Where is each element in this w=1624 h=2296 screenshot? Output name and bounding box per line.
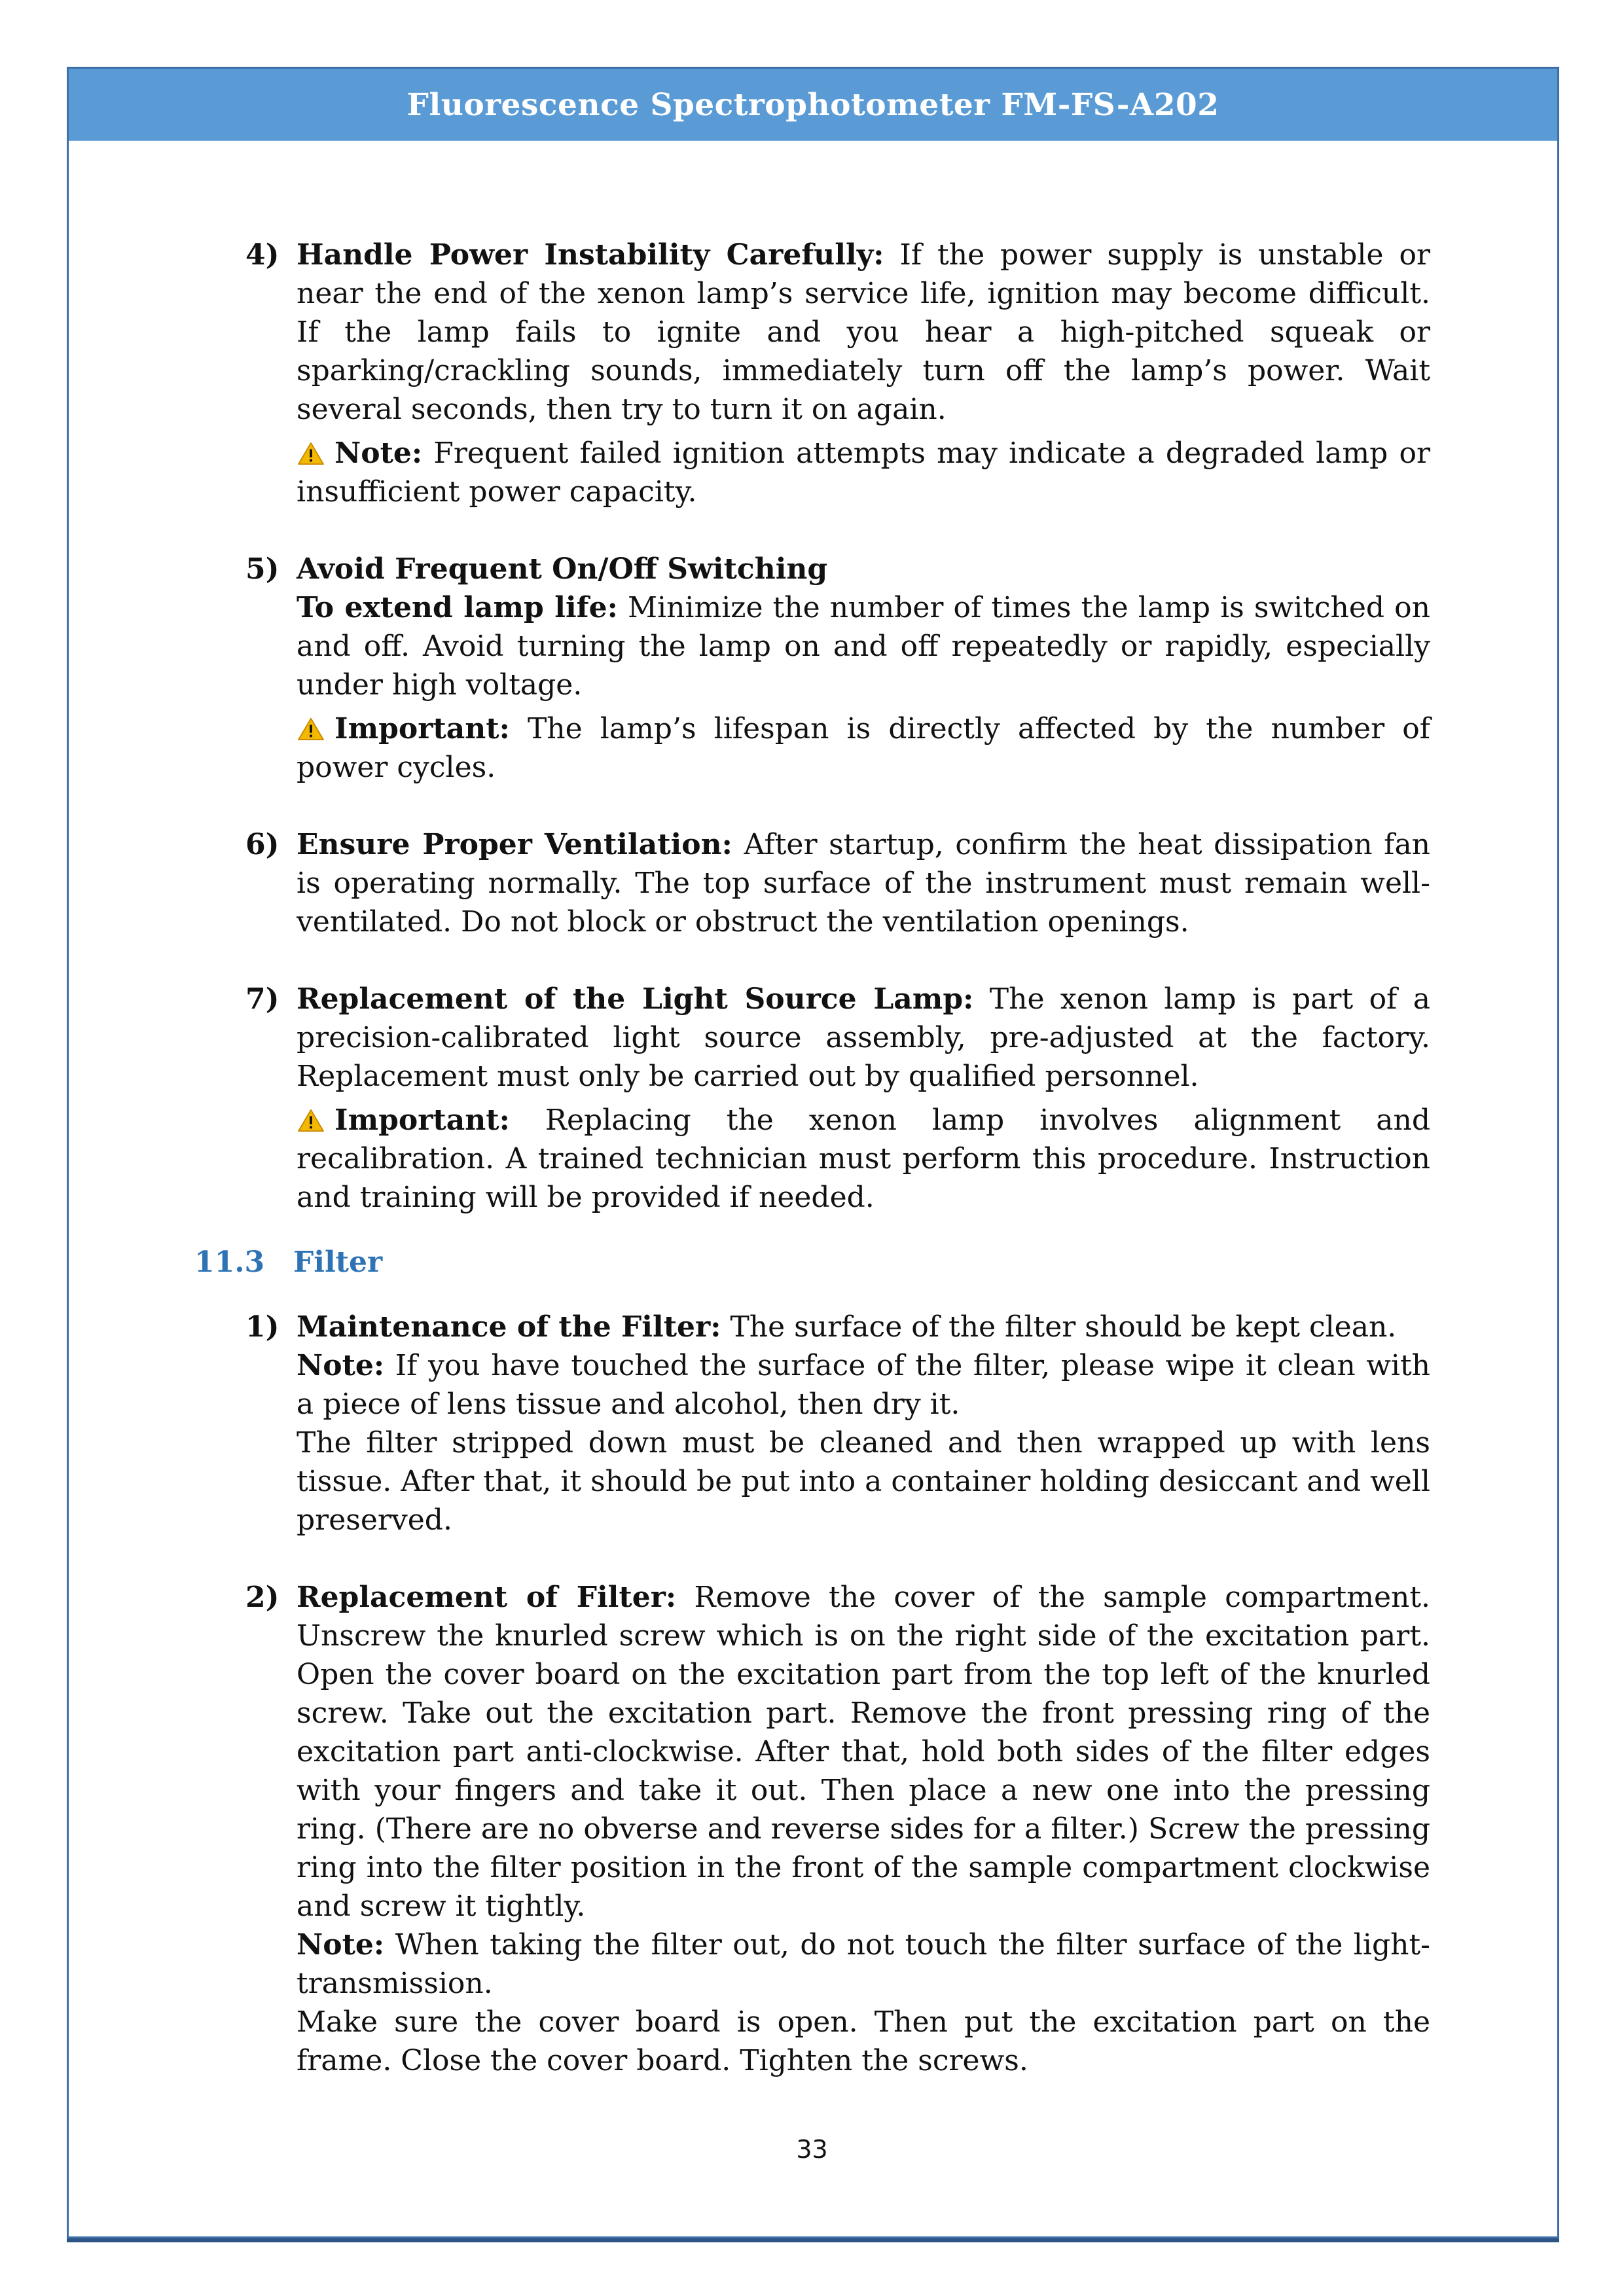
item-text: Remove the cover of the sample compartment. Unscrew the knurled screw which is on the right side of the excitation part. Open the cover board on the excitation part from the top left of the knurled screw. Take out the excitation part. Remove the front pressing ring of the excitation part anti-clockwise. After that, hold both sides of the filter edges with your fingers and take it out. Then place a new one into the pressing ring. (There are no obverse and reverse sides for a filter.) Screw the pressing ring into the filter position in the front of the sample compartment clockwise and screw it tightly. — [297, 1581, 1431, 1923]
item-note — [297, 709, 1430, 787]
section-title: Filter — [293, 1246, 383, 1279]
item-paragraph — [297, 588, 1430, 704]
item-text: After startup, confirm the heat dissipation fan is operating normally. The top surface of the instrument must remain well-ventilated. Do not block or obstruct the ventilation openings. — [297, 828, 1431, 939]
note-label: Important: — [334, 1103, 510, 1137]
item-paragraph — [297, 825, 1430, 941]
header-bar — [69, 69, 1557, 141]
item-title: Avoid Frequent On/Off Switching — [297, 552, 828, 586]
item-note — [297, 1346, 1430, 1424]
item-number: 4) — [245, 238, 280, 272]
item-paragraph — [297, 980, 1430, 1096]
note-text: If you have touched the surface of the filter, please wipe it clean with a piece of lens tissue and alcohol, then dry it. — [297, 1349, 1430, 1421]
item-note — [297, 1101, 1430, 1217]
item-paragraph — [297, 1308, 1430, 1346]
item-title: Replacement of Filter: — [297, 1581, 677, 1614]
page-number: 33 — [796, 2135, 828, 2164]
filter-item-2 — [245, 1578, 1430, 2080]
item-text: The surface of the filter should be kept clean. — [721, 1310, 1397, 1344]
note-text: Replacing the xenon lamp involves alignment and recalibration. A trained technician must perform this procedure. Instruction and training will be provided if needed. — [297, 1103, 1430, 1214]
item-text: If the power supply is unstable or near the end of the xenon lamp’s service life, ignition may become difficult. If the lamp fails to ignite and you hear a high-pitched squeak or sparking/crackling sounds, immediately turn off the lamp’s power. Wait several seconds, then try to turn it on again. — [297, 238, 1430, 426]
list-item-4 — [245, 236, 1430, 511]
item-number: 1) — [245, 1310, 280, 1344]
note-label: Note: — [334, 437, 423, 470]
item-title: Maintenance of the Filter: — [297, 1310, 721, 1344]
item-text: Minimize the number of times the lamp is switched on and off. Avoid turning the lamp on and off repeatedly or rapidly, especially under high voltage. — [297, 591, 1430, 702]
item-extra-paragraph: The filter stripped down must be cleaned and then wrapped up with lens tissue. After that, it should be put into a container holding desiccant and well preserved. — [297, 1426, 1430, 1537]
warning-triangle-icon — [297, 717, 325, 741]
note-label: Note: — [297, 1349, 385, 1382]
note-text: The lamp’s lifespan is directly affected by the number of power cycles. — [297, 712, 1430, 784]
list-item-5 — [245, 550, 1430, 787]
item-number: 7) — [245, 982, 280, 1016]
note-label: Note: — [297, 1928, 385, 1962]
item-note — [297, 434, 1430, 511]
item-subtitle: To extend lamp life: — [297, 591, 618, 624]
item-paragraph — [297, 1578, 1430, 1926]
item-paragraph — [297, 236, 1430, 429]
note-label: Important: — [334, 712, 510, 745]
list-item-6 — [245, 825, 1430, 941]
document-title: Fluorescence Spectrophotometer FM-FS-A202 — [406, 86, 1219, 123]
item-number: 2) — [245, 1581, 280, 1614]
item-text: The xenon lamp is part of a precision-calibrated light source assembly, pre-adjusted at the factory. Replacement must only be carried out by qualified personnel. — [297, 982, 1430, 1093]
item-extra-paragraph: Make sure the cover board is open. Then put the excitation part on the frame. Close the cover board. Tighten the screws. — [297, 2005, 1430, 2077]
document-body — [194, 236, 1431, 2080]
note-text: When taking the filter out, do not touch the filter surface of the light-transmission. — [297, 1928, 1430, 2000]
item-title: Handle Power Instability Carefully: — [297, 238, 884, 272]
list-item-7 — [245, 980, 1430, 1217]
item-note — [297, 1926, 1430, 2003]
item-number: 6) — [245, 828, 280, 861]
section-heading — [194, 1243, 1430, 1282]
item-heading — [297, 550, 1430, 588]
item-title: Ensure Proper Ventilation: — [297, 828, 732, 861]
note-text: Frequent failed ignition attempts may indicate a degraded lamp or insufficient power capacity. — [297, 437, 1430, 509]
warning-triangle-icon — [297, 442, 325, 465]
item-title: Replacement of the Light Source Lamp: — [297, 982, 974, 1016]
warning-triangle-icon — [297, 1109, 325, 1132]
section-number: 11.3 — [194, 1246, 265, 1279]
filter-item-1 — [245, 1308, 1430, 1539]
item-number: 5) — [245, 552, 280, 586]
